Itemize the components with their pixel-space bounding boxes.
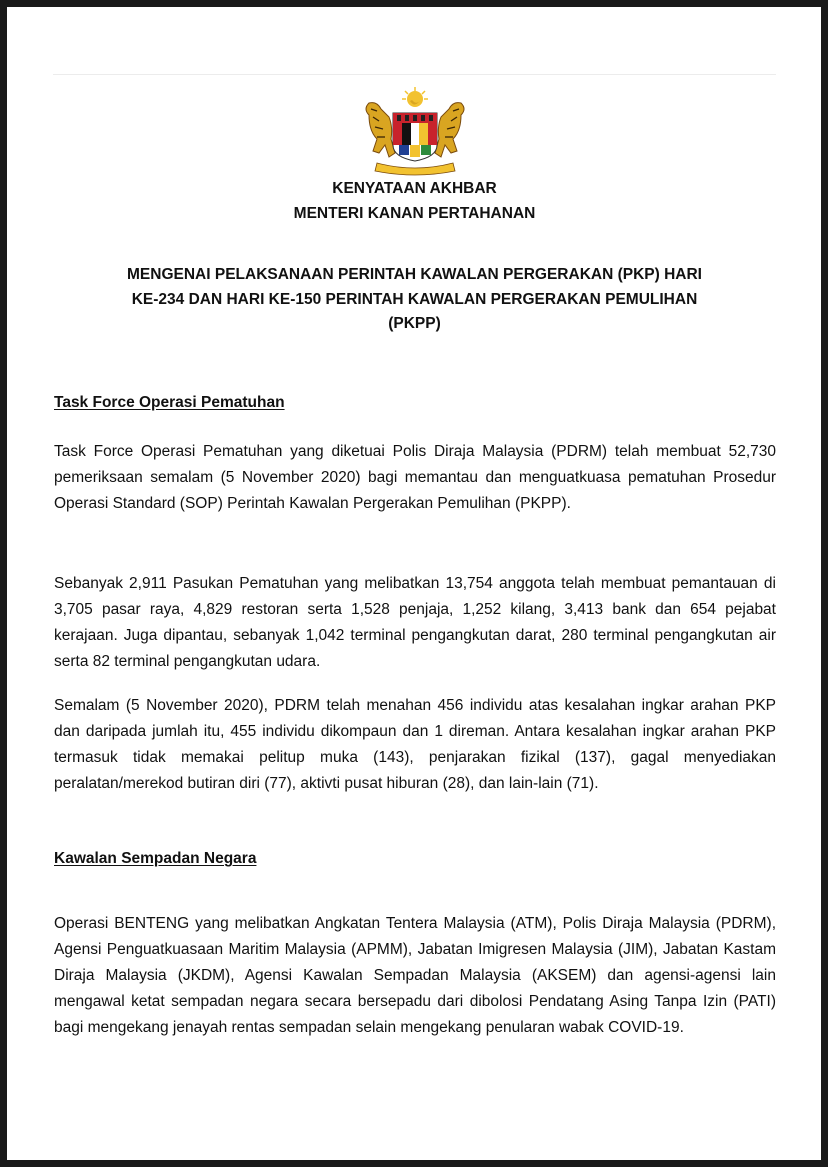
section-heading-task-force: Task Force Operasi Pematuhan bbox=[54, 394, 285, 411]
paragraph: Semalam (5 November 2020), PDRM telah menahan 456 individu atas kesalahan ingkar arahan PKP dan daripada jumlah itu, 455 individu dikompaun dan 1 direman. Antara kesalahan ingkar arahan PKP termasuk tidak memakai pelitup muka (143), penjarakan fizikal (137), gagal menyediakan peralatan/merekod butiran diri (77), aktivti pusat hiburan (28), dan lain-lain (71). bbox=[54, 697, 776, 792]
title-line-1: MENGENAI PELAKSANAAN PERINTAH KAWALAN PERGERAKAN (PKP) HARI bbox=[127, 266, 702, 283]
press-statement-header bbox=[53, 177, 776, 226]
header-line-1: KENYATAAN AKHBAR bbox=[332, 180, 497, 197]
top-divider bbox=[53, 74, 776, 75]
title-line-2: KE-234 DAN HARI KE-150 PERINTAH KAWALAN PERGERAKAN PEMULIHAN bbox=[131, 290, 698, 308]
header-line-2: MENTERI KANAN PERTAHANAN bbox=[293, 204, 536, 222]
section-heading-border-control: Kawalan Sempadan Negara bbox=[54, 850, 257, 867]
paragraph: Sebanyak 2,911 Pasukan Pematuhan yang melibatkan 13,754 anggota telah membuat pemantauan di 3,705 pasar raya, 4,829 restoran serta 1,528 penjaja, 1,252 kilang, 3,413 bank dan 654 pejabat kerajaan. Juga dipantau, sebanyak 1,042 terminal pengangkutan darat, 280 terminal pengangkutan air serta 82 terminal pengangkutan udara. bbox=[54, 575, 776, 670]
paragraph: Task Force Operasi Pematuhan yang diketuai Polis Diraja Malaysia (PDRM) telah membuat 52,730 pemeriksaan semalam (5 November 2020) bagi memantau dan menguatkuasa pematuhan Prosedur Operasi Standard (SOP) Perintah Kawalan Pergerakan Pemulihan (PKPP). bbox=[54, 443, 776, 512]
statement-title bbox=[53, 263, 776, 337]
document-page bbox=[7, 7, 821, 1160]
paragraph: Operasi BENTENG yang melibatkan Angkatan Tentera Malaysia (ATM), Polis Diraja Malaysia (PDRM), Agensi Penguatkuasaan Maritim Malaysia (APMM), Jabatan Imigresen Malaysia (JIM), Jabatan Kastam Diraja Malaysia (JKDM), Agensi Kawalan Sempadan Malaysia (AKSEM) dan agensi-agensi lain mengawal ketat sempadan negara secara bersepadu dari dibolosi Pendatang Asing Tanpa Izin (PATI) bagi mengekang jenayah rentas sempadan selain mengekang penularan wabak COVID-19. bbox=[54, 915, 776, 1036]
title-line-3: (PKPP) bbox=[388, 315, 441, 332]
coat-of-arms-icon bbox=[355, 87, 475, 177]
